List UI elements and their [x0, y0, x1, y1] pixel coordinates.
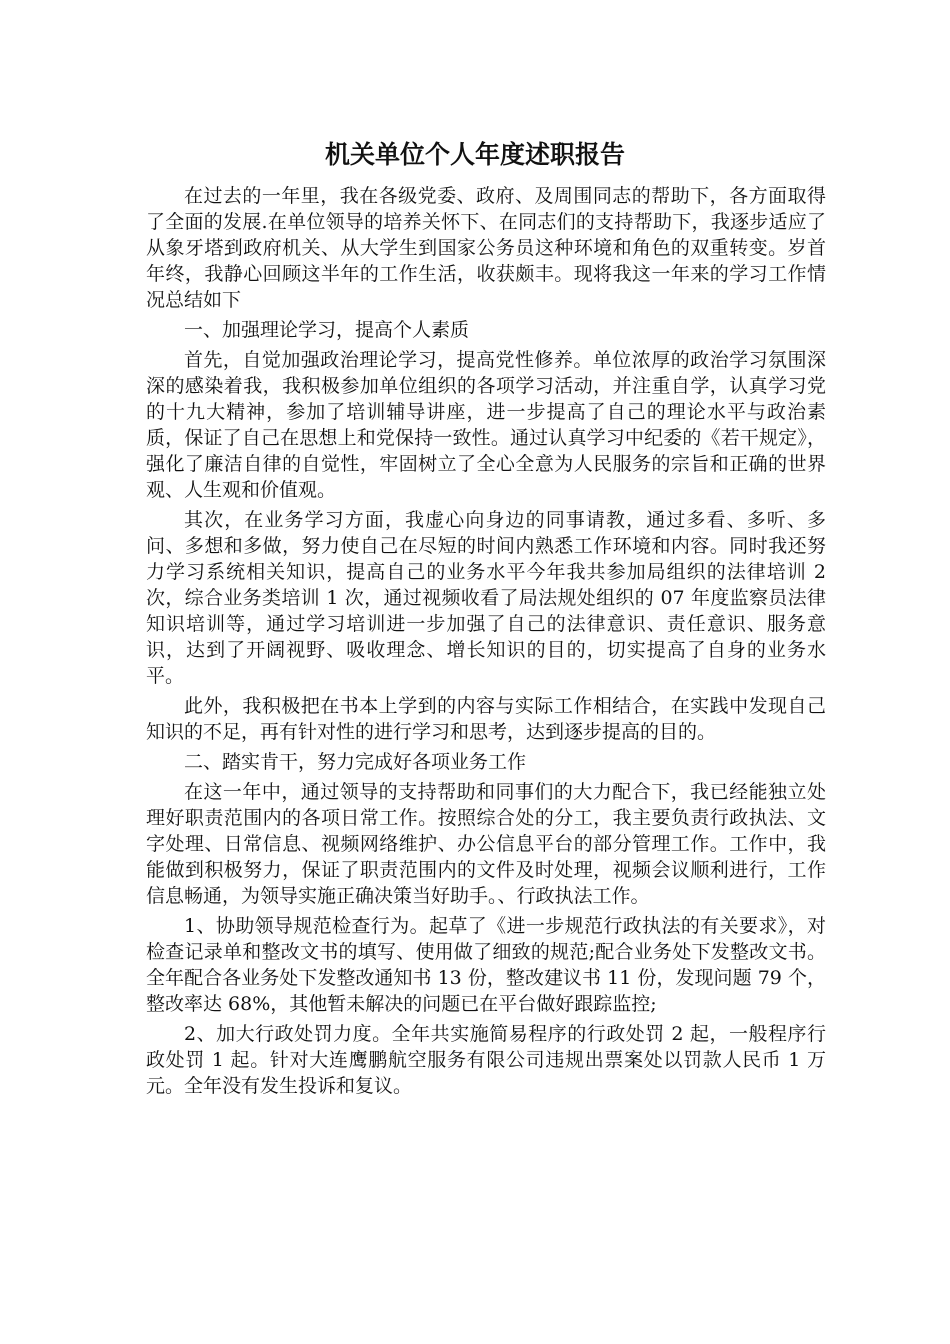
section1-heading: 一、加强理论学习，提高个人素质	[184, 319, 470, 341]
section2-heading: 二、踏实肯干，努力完成好各项业务工作	[184, 751, 527, 773]
document-body	[146, 183, 826, 1103]
section2-paragraph-3: 2、加大行政处罚力度。全年共实施简易程序的行政处罚 2 起，一般程序行政处罚 1 起。针对大连鹰鹏航空服务有限公司违规出票案处以罚款人民币 1 万元。全年没有发生投诉和复议。	[146, 1023, 826, 1097]
section1-paragraph-2: 其次，在业务学习方面，我虚心向身边的同事请教，通过多看、多听、多问、多想和多做，努力使自己在尽短的时间内熟悉工作环境和内容。同时我还努力学习系统相关知识，提高自己的业务水平今年我共参加局组织的法律培训 2 次，综合业务类培训 1 次，通过视频收看了局法规处组织的 07 年度监察员法律知识培训等，通过学习培训进一步加强了自己的法律意识、责任意识、服务意识，达到了开阔视野、吸收理念、增长知识的目的，切实提高了自身的业务水平。	[146, 509, 826, 687]
section1-paragraph-1: 首先，自觉加强政治理论学习，提高党性修养。单位浓厚的政治学习氛围深深的感染着我，我积极参加单位组织的各项学习活动，并注重自学，认真学习党的十九大精神，参加了培训辅导讲座，进一步提高了自己的理论水平与政治素质，保证了自己在思想上和党保持一致性。通过认真学习中纪委的《若干规定》，强化了廉洁自律的自觉性，牢固树立了全心全意为人民服务的宗旨和正确的世界观、人生观和价值观。	[146, 349, 826, 501]
section2-paragraph-1: 在这一年中，通过领导的支持帮助和同事们的大力配合下，我已经能独立处理好职责范围内的各项日常工作。按照综合处的分工，我主要负责行政执法、文字处理、日常信息、视频网络维护、办公信息平台的部分管理工作。工作中，我能做到积极努力，保证了职责范围内的文件及时处理，视频会议顺利进行，工作信息畅通，为领导实施正确决策当好助手。、行政执法工作。	[146, 781, 826, 907]
intro-paragraph: 在过去的一年里，我在各级党委、政府、及周围同志的帮助下，各方面取得了全面的发展.在单位领导的培养关怀下、在同志们的支持帮助下，我逐步适应了从象牙塔到政府机关、从大学生到国家公务员这种环境和角色的双重转变。岁首年终，我静心回顾这半年的工作生活，收获颇丰。现将我这一年来的学习工作情况总结如下	[146, 185, 826, 311]
section2-paragraph-2: 1、协助领导规范检查行为。起草了《进一步规范行政执法的有关要求》，对检查记录单和整改文书的填写、使用做了细致的规范;配合业务处下发整改文书。全年配合各业务处下发整改通知书 13 份，整改建议书 11 份，发现问题 79 个，整改率达 68%，其他暂未解决的问题已在平台做好跟踪监控;	[146, 915, 826, 1015]
section1-paragraph-3: 此外，我积极把在书本上学到的内容与实际工作相结合，在实践中发现自己知识的不足，再有针对性的进行学习和思考，达到逐步提高的目的。	[146, 695, 826, 743]
document-title: 机关单位个人年度述职报告	[324, 140, 625, 169]
